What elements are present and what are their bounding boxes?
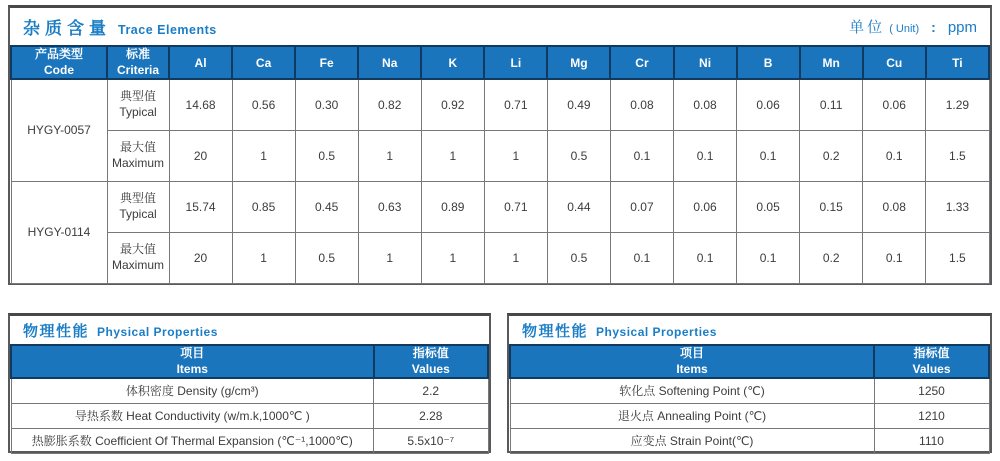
col-header-element: Mn <box>800 46 863 79</box>
value-cell: 0.71 <box>484 181 547 232</box>
property-item-cell: 热膨胀系数 Coefficient Of Thermal Expansion (℃⁻¹,1000℃) <box>11 428 374 453</box>
property-item-cell: 退火点 Annealing Point (℃) <box>510 403 874 428</box>
criteria-zh: 最大值 <box>119 140 156 155</box>
phys-header-row <box>11 345 488 378</box>
property-value-cell: 1110 <box>874 428 989 453</box>
col-header-values <box>874 345 989 378</box>
value-cell: 0.1 <box>737 232 800 283</box>
physical-properties-panel-left <box>8 313 491 453</box>
value-cell: 0.92 <box>421 79 484 130</box>
table-row <box>11 130 989 181</box>
col-header-items <box>11 345 374 378</box>
phys-left-title-en: Physical Properties <box>97 324 218 339</box>
value-cell: 1.5 <box>926 130 989 181</box>
criteria-cell <box>107 181 169 232</box>
physical-properties-table-left <box>10 344 489 454</box>
value-cell: 1 <box>358 232 421 283</box>
value-cell: 1 <box>421 232 484 283</box>
value-cell: 0.07 <box>610 181 673 232</box>
table-row <box>11 232 989 283</box>
criteria-zh: 最大值 <box>119 242 156 257</box>
col-header-values-en: Values <box>912 361 951 376</box>
phys-right-title <box>522 320 717 341</box>
col-header-element: Cr <box>610 46 673 79</box>
value-cell: 1 <box>421 130 484 181</box>
table-row <box>11 181 989 232</box>
col-header-items <box>510 345 874 378</box>
value-cell: 0.63 <box>358 181 421 232</box>
value-cell: 1.33 <box>926 181 989 232</box>
phys-left-title-band <box>10 316 489 344</box>
criteria-en: Maximum <box>111 155 164 170</box>
property-value-cell: 1250 <box>874 378 989 403</box>
value-cell: 0.1 <box>737 130 800 181</box>
property-row <box>11 378 488 403</box>
value-cell: 15.74 <box>169 181 232 232</box>
property-item-cell: 导热系数 Heat Conductivity (w/m.k,1000℃ ) <box>11 403 374 428</box>
criteria-en: Maximum <box>111 257 164 272</box>
value-cell: 0.5 <box>295 232 358 283</box>
value-cell: 0.05 <box>737 181 800 232</box>
col-header-values <box>374 345 488 378</box>
value-cell: 0.56 <box>232 79 295 130</box>
phys-header-row <box>510 345 989 378</box>
value-cell: 0.44 <box>547 181 610 232</box>
col-header-element: Ca <box>232 46 295 79</box>
col-header-element: Na <box>358 46 421 79</box>
value-cell: 0.89 <box>421 181 484 232</box>
value-cell: 0.71 <box>484 79 547 130</box>
property-value-cell: 1210 <box>874 403 989 428</box>
criteria-cell <box>107 130 169 181</box>
col-header-code-zh: 产品类型 <box>34 47 83 61</box>
value-cell: 0.49 <box>547 79 610 130</box>
value-cell: 0.2 <box>800 232 863 283</box>
property-row <box>11 403 488 428</box>
property-row <box>510 378 989 403</box>
col-header-criteria-zh: 标准 <box>125 47 150 61</box>
value-cell: 0.06 <box>674 181 737 232</box>
criteria-cell <box>107 232 169 283</box>
unit-zh: 单位 <box>849 19 886 36</box>
criteria-cell <box>107 79 169 130</box>
phys-right-title-band <box>509 316 990 344</box>
unit-en: ( Unit) <box>889 23 920 35</box>
criteria-zh: 典型值 <box>119 191 156 206</box>
value-cell: 0.5 <box>547 232 610 283</box>
col-header-values-zh: 指标值 <box>412 346 449 360</box>
property-row <box>510 403 989 428</box>
phys-left-title <box>23 320 218 341</box>
value-cell: 1.29 <box>926 79 989 130</box>
criteria-en: Typical <box>119 104 157 119</box>
value-cell: 0.08 <box>610 79 673 130</box>
col-header-items-en: Items <box>676 361 708 376</box>
value-cell: 0.06 <box>737 79 800 130</box>
value-cell: 0.82 <box>358 79 421 130</box>
value-cell: 1 <box>232 232 295 283</box>
value-cell: 0.85 <box>232 181 295 232</box>
value-cell: 0.1 <box>610 130 673 181</box>
value-cell: 0.11 <box>800 79 863 130</box>
value-cell: 0.1 <box>674 232 737 283</box>
value-cell: 1 <box>358 130 421 181</box>
value-cell: 1 <box>232 130 295 181</box>
col-header-code-en: Code <box>44 62 74 77</box>
value-cell: 0.5 <box>295 130 358 181</box>
col-header-element: Mg <box>547 46 610 79</box>
col-header-element: Fe <box>295 46 358 79</box>
value-cell: 0.08 <box>863 181 926 232</box>
product-code: HYGY-0057 <box>11 79 107 181</box>
value-cell: 0.08 <box>674 79 737 130</box>
col-header-values-zh: 指标值 <box>913 346 950 360</box>
physical-properties-panel-right <box>507 313 992 453</box>
unit-value: ppm <box>947 19 977 36</box>
property-value-cell: 5.5x10⁻⁷ <box>374 428 488 453</box>
criteria-en: Typical <box>119 206 157 221</box>
value-cell: 1 <box>484 232 547 283</box>
col-header-element: Li <box>484 46 547 79</box>
table-row <box>11 79 989 130</box>
trace-elements-panel <box>8 5 992 285</box>
trace-title-en: Trace Elements <box>118 23 217 37</box>
phys-left-title-zh: 物理性能 <box>23 322 90 340</box>
value-cell: 20 <box>169 130 232 181</box>
trace-title <box>23 14 217 39</box>
physical-properties-table-right <box>509 344 990 454</box>
value-cell: 0.1 <box>610 232 673 283</box>
value-cell: 0.30 <box>295 79 358 130</box>
value-cell: 0.1 <box>674 130 737 181</box>
value-cell: 1.5 <box>926 232 989 283</box>
value-cell: 0.15 <box>800 181 863 232</box>
value-cell: 1 <box>484 130 547 181</box>
criteria-zh: 典型值 <box>119 89 156 104</box>
col-header-element: Ti <box>926 46 989 79</box>
trace-elements-table <box>10 45 990 284</box>
col-header-items-zh: 项目 <box>180 346 205 360</box>
trace-header-row <box>11 46 989 79</box>
property-item-cell: 软化点 Softening Point (℃) <box>510 378 874 403</box>
col-header-element: Cu <box>863 46 926 79</box>
col-header-element: Ni <box>674 46 737 79</box>
phys-right-title-en: Physical Properties <box>596 324 717 339</box>
col-header-values-en: Values <box>411 361 450 376</box>
col-header-code <box>11 46 107 79</box>
product-code: HYGY-0114 <box>11 181 107 283</box>
col-header-element: Al <box>169 46 232 79</box>
value-cell: 0.1 <box>863 130 926 181</box>
trace-title-band <box>10 8 990 45</box>
unit-colon: : <box>931 19 936 35</box>
property-row <box>510 428 989 453</box>
value-cell: 0.1 <box>863 232 926 283</box>
property-value-cell: 2.28 <box>374 403 488 428</box>
property-value-cell: 2.2 <box>374 378 488 403</box>
value-cell: 0.2 <box>800 130 863 181</box>
col-header-element: K <box>421 46 484 79</box>
value-cell: 0.45 <box>295 181 358 232</box>
value-cell: 0.06 <box>863 79 926 130</box>
value-cell: 14.68 <box>169 79 232 130</box>
col-header-items-en: Items <box>176 361 208 376</box>
col-header-element: B <box>737 46 800 79</box>
value-cell: 0.5 <box>547 130 610 181</box>
property-item-cell: 体积密度 Density (g/cm³) <box>11 378 374 403</box>
value-cell: 20 <box>169 232 232 283</box>
unit-label <box>849 16 977 37</box>
col-header-criteria-en: Criteria <box>116 62 160 77</box>
property-item-cell: 应变点 Strain Point(℃) <box>510 428 874 453</box>
col-header-criteria <box>107 46 169 79</box>
col-header-items-zh: 项目 <box>680 346 705 360</box>
property-row <box>11 428 488 453</box>
phys-right-title-zh: 物理性能 <box>522 322 589 340</box>
trace-title-zh: 杂质含量 <box>23 19 111 38</box>
